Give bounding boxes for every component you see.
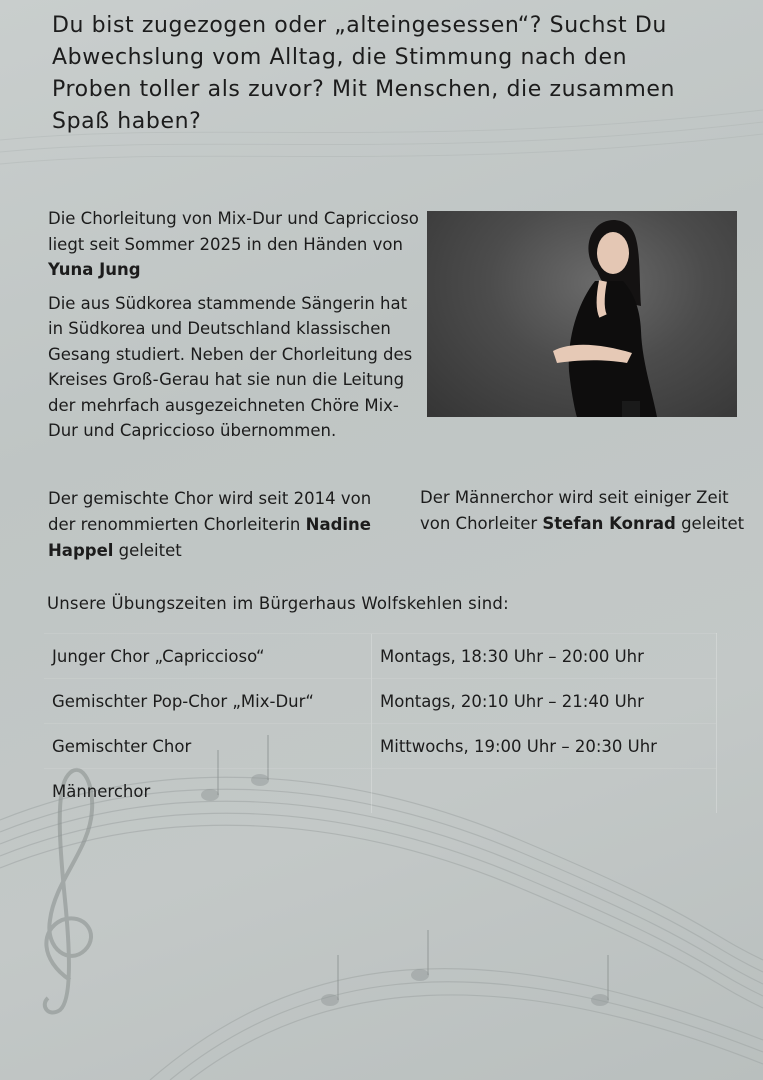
practice-time-cell: Mittwochs, 19:00 Uhr – 20:30 Uhr <box>372 724 717 769</box>
bio-intro-text: Die Chorleitung von Mix-Dur und Capriccioso liegt seit Sommer 2025 in den Händen von <box>48 209 419 254</box>
choir-name-cell: Gemischter Chor <box>44 724 372 769</box>
practice-times-heading: Unsere Übungszeiten im Bürgerhaus Wolfskehlen sind: <box>47 594 509 613</box>
conductor-photo <box>427 211 737 417</box>
bio-paragraph-2: Die aus Südkorea stammende Sängerin hat in Südkorea und Deutschland klassischen Gesang studiert. Neben der Chorleitung des Kreises Groß-Gerau hat sie nun die Leitung der mehrfach ausgezeichneten Chöre Mix-Dur und Capriccioso übernommen. <box>48 293 413 440</box>
bio-paragraph-1 <box>48 206 420 283</box>
mens-choir-conductor-name: Stefan Konrad <box>542 514 676 533</box>
practice-time-cell <box>372 769 717 814</box>
table-row <box>44 724 717 769</box>
intro-text: Du bist zugezogen oder „alteingesessen“? Suchst Du Abwechslung vom Alltag, die Stimmung nach den Proben toller als zuvor? Mit Menschen, die zusammen Spaß haben? <box>52 13 676 134</box>
practice-schedule-table <box>44 633 717 813</box>
conductor-portrait-image <box>427 211 737 417</box>
table-row <box>44 634 717 679</box>
choir-name-cell: Gemischter Pop-Chor „Mix-Dur“ <box>44 679 372 724</box>
practice-time-cell: Montags, 18:30 Uhr – 20:00 Uhr <box>372 634 717 679</box>
mens-choir-lead-text: Der Männerchor wird seit einiger Zeit von Chorleiter Stefan Konrad geleitet <box>420 488 745 533</box>
mixed-choir-lead-text: Der gemischte Chor wird seit 2014 von der renommierten Chorleiterin Nadine Happel geleitet <box>48 489 372 560</box>
choir-name-cell: Männerchor <box>44 769 372 814</box>
choir-name-cell: Junger Chor „Capriccioso“ <box>44 634 372 679</box>
practice-time-cell: Montags, 20:10 Uhr – 21:40 Uhr <box>372 679 717 724</box>
mixed-choir-conductor-name: Nadine Happel <box>48 515 371 560</box>
table-row <box>44 769 717 814</box>
conductor-bio <box>48 206 420 452</box>
conductor-name: Yuna Jung <box>48 260 141 279</box>
table-row <box>44 679 717 724</box>
